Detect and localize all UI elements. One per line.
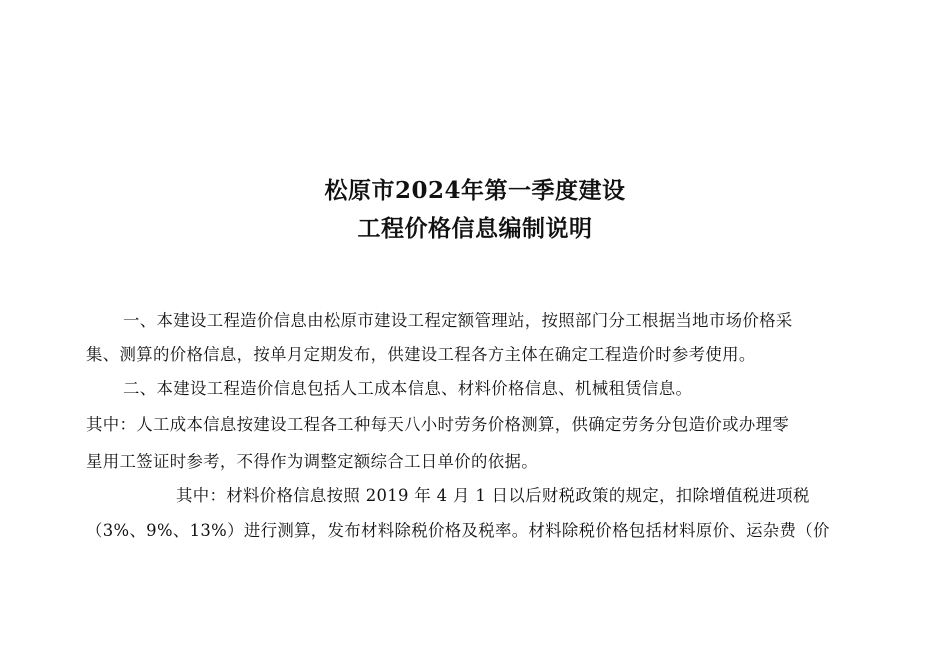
paragraph-3-line-2: 星用工签证时参考，不得作为调整定额综合工日单价的依据。 (86, 452, 538, 471)
paragraph-1-line-1: 一、本建设工程造价信息由松原市建设工程定额管理站，按照部门分工根据当地市场价格采 (123, 311, 793, 330)
paragraph-1-line-2: 集、测算的价格信息，按单月定期发布，供建设工程各方主体在确定工程造价时参考使用。 (86, 345, 756, 364)
paragraph-2-line-1: 二、本建设工程造价信息包括人工成本信息、材料价格信息、机械租赁信息。 (123, 379, 693, 398)
document-title-line-2: 工程价格信息编制说明 (357, 215, 593, 242)
paragraph-3-line-1: 其中：人工成本信息按建设工程各工种每天八小时劳务价格测算，供确定劳务分包造价或办理零 (86, 415, 790, 434)
paragraph-4-line-1: 其中：材料价格信息按照 2019 年 4 月 1 日以后财税政策的规定，扣除增值税进项税 (176, 486, 810, 505)
document-title-line-1: 松原市2024年第一季度建设 (324, 177, 626, 204)
paragraph-4-line-2: （3%、9%、13%）进行测算，发布材料除税价格及税率。材料除税价格包括材料原价、运杂费（价 (86, 521, 830, 540)
